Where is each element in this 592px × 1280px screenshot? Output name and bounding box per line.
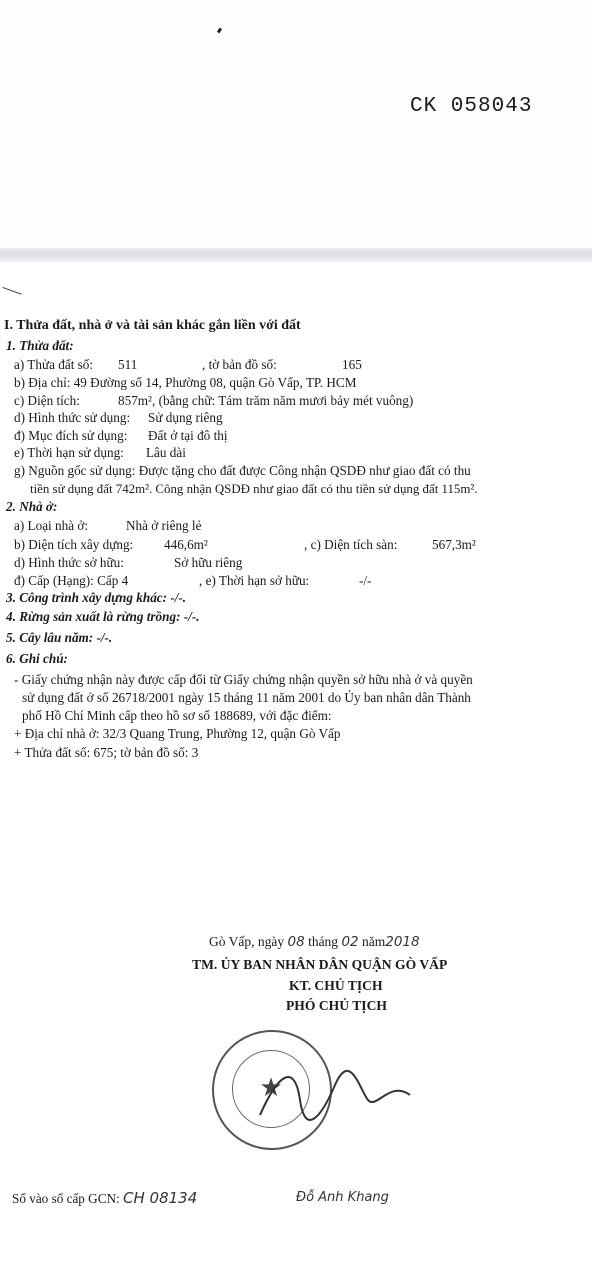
note-line-4: + Địa chỉ nhà ở: 32/3 Quang Trung, Phường 12, quận Gò Vấp bbox=[14, 726, 341, 741]
grade-row bbox=[14, 573, 371, 589]
land-address: b) Địa chỉ: 49 Đường số 14, Phường 08, quận Gò Vấp, TP. HCM bbox=[14, 375, 357, 390]
ownership-term-label: , e) Thời hạn sở hữu: bbox=[199, 573, 310, 588]
section-title: I. Thửa đất, nhà ở và tài sản khác gắn liền với đất bbox=[4, 318, 301, 333]
date-day: 08 bbox=[287, 934, 305, 950]
ink-mark bbox=[217, 28, 222, 34]
use-term-label: e) Thời hạn sử dụng: bbox=[14, 445, 124, 460]
parcel-label: a) Thửa đất số: bbox=[14, 357, 94, 372]
gcn-registry bbox=[12, 1190, 197, 1207]
other-works: 3. Công trình xây dựng khác: -/-. bbox=[6, 590, 187, 605]
gcn-value: CH 08134 bbox=[123, 1189, 198, 1207]
use-form-row bbox=[14, 410, 223, 426]
ink-curve bbox=[0, 287, 22, 306]
note-line-1: - Giấy chứng nhận này được cấp đổi từ Giấy chứng nhận quyền sở hữu nhà ở và quyền bbox=[14, 672, 473, 687]
perennial-trees: 5. Cây lâu năm: -/-. bbox=[6, 630, 113, 645]
cover-page bbox=[0, 0, 592, 248]
ownership-label: d) Hình thức sở hữu: bbox=[14, 555, 124, 570]
ownership-row bbox=[14, 555, 242, 571]
build-area-label: b) Diện tích xây dựng: bbox=[14, 537, 134, 552]
floor-area-value: 567,3m² bbox=[432, 537, 476, 552]
use-purpose-label: đ) Mục đích sử dụng: bbox=[14, 428, 128, 443]
ownership-term-value: -/- bbox=[359, 573, 372, 588]
ownership-value: Sở hữu riêng bbox=[174, 555, 243, 570]
star-emblem-icon: ★ bbox=[259, 1073, 283, 1102]
grade-label-value bbox=[14, 573, 199, 589]
origin-line-1: g) Nguồn gốc sử dụng: Được tặng cho đất được Công nhận QSDĐ như giao đất có thu bbox=[14, 463, 471, 478]
house-type-row bbox=[14, 518, 201, 534]
issue-date bbox=[209, 934, 420, 950]
origin-line-2: tiền sử dụng đất 742m². Công nhận QSDĐ như giao đất có thu tiền sử dụng đất 115m². bbox=[30, 482, 478, 496]
serial-number: CK 058043 bbox=[410, 95, 533, 118]
date-month-label: tháng bbox=[308, 934, 339, 949]
house-type-label: a) Loại nhà ở: bbox=[14, 518, 88, 533]
signature-stroke bbox=[250, 1060, 420, 1130]
grade-value: Cấp 4 bbox=[97, 573, 129, 588]
map-sheet-label: , tờ bản đồ số: bbox=[202, 357, 277, 372]
gcn-label: Số vào sổ cấp GCN: bbox=[12, 1191, 120, 1206]
land-parcel-row bbox=[14, 357, 362, 373]
floor-area-label: , c) Diện tích sàn: bbox=[304, 537, 398, 552]
map-sheet-value: 165 bbox=[342, 357, 362, 372]
date-year-label: năm bbox=[362, 934, 386, 949]
date-month: 02 bbox=[341, 934, 359, 950]
issuing-authority: TM. ỦY BAN NHÂN DÂN QUẬN GÒ VẤP bbox=[192, 957, 448, 972]
page-fold bbox=[0, 248, 592, 262]
area-value: 857m², (bằng chữ: Tám trăm năm mươi bảy mét vuông) bbox=[118, 393, 414, 408]
signer-name bbox=[296, 1189, 389, 1206]
use-term-value: Lâu dài bbox=[146, 445, 186, 460]
on-behalf-of: KT. CHỦ TỊCH bbox=[289, 978, 383, 993]
build-area-value: 446,6m² bbox=[164, 537, 208, 552]
use-form-label: d) Hình thức sử dụng: bbox=[14, 410, 131, 425]
house-type-value: Nhà ở riêng lẻ bbox=[126, 518, 202, 533]
land-area-row bbox=[14, 393, 413, 409]
date-year: 2018 bbox=[385, 934, 420, 950]
house-area-row bbox=[14, 537, 476, 553]
use-form-value: Sử dụng riêng bbox=[148, 410, 223, 425]
signer-name-text: Đỗ Anh Khang bbox=[296, 1190, 389, 1205]
notes-heading: 6. Ghi chú: bbox=[6, 651, 68, 666]
signer-title: PHÓ CHỦ TỊCH bbox=[286, 998, 387, 1013]
note-line-2: sử dụng đất ở số 26718/2001 ngày 15 tháng 11 năm 2001 do Ủy ban nhân dân Thành bbox=[22, 690, 471, 705]
grade-label: đ) Cấp (Hạng): bbox=[14, 573, 94, 588]
planted-forest: 4. Rừng sản xuất là rừng trồng: -/-. bbox=[6, 609, 200, 624]
note-line-3: phố Hồ Chí Minh cấp theo hồ sơ số 188689, với đặc điểm: bbox=[22, 708, 332, 723]
use-purpose-row bbox=[14, 428, 228, 444]
use-purpose-value: Đất ở tại đô thị bbox=[148, 428, 228, 443]
area-label: c) Diện tích: bbox=[14, 393, 80, 408]
use-term-row bbox=[14, 445, 186, 461]
note-line-5: + Thửa đất số: 675; tờ bản đồ số: 3 bbox=[14, 745, 199, 760]
house-heading: 2. Nhà ở: bbox=[6, 499, 58, 514]
parcel-value: 511 bbox=[118, 357, 138, 372]
land-heading: 1. Thửa đất: bbox=[6, 338, 74, 353]
date-prefix: Gò Vấp, ngày bbox=[209, 934, 285, 949]
